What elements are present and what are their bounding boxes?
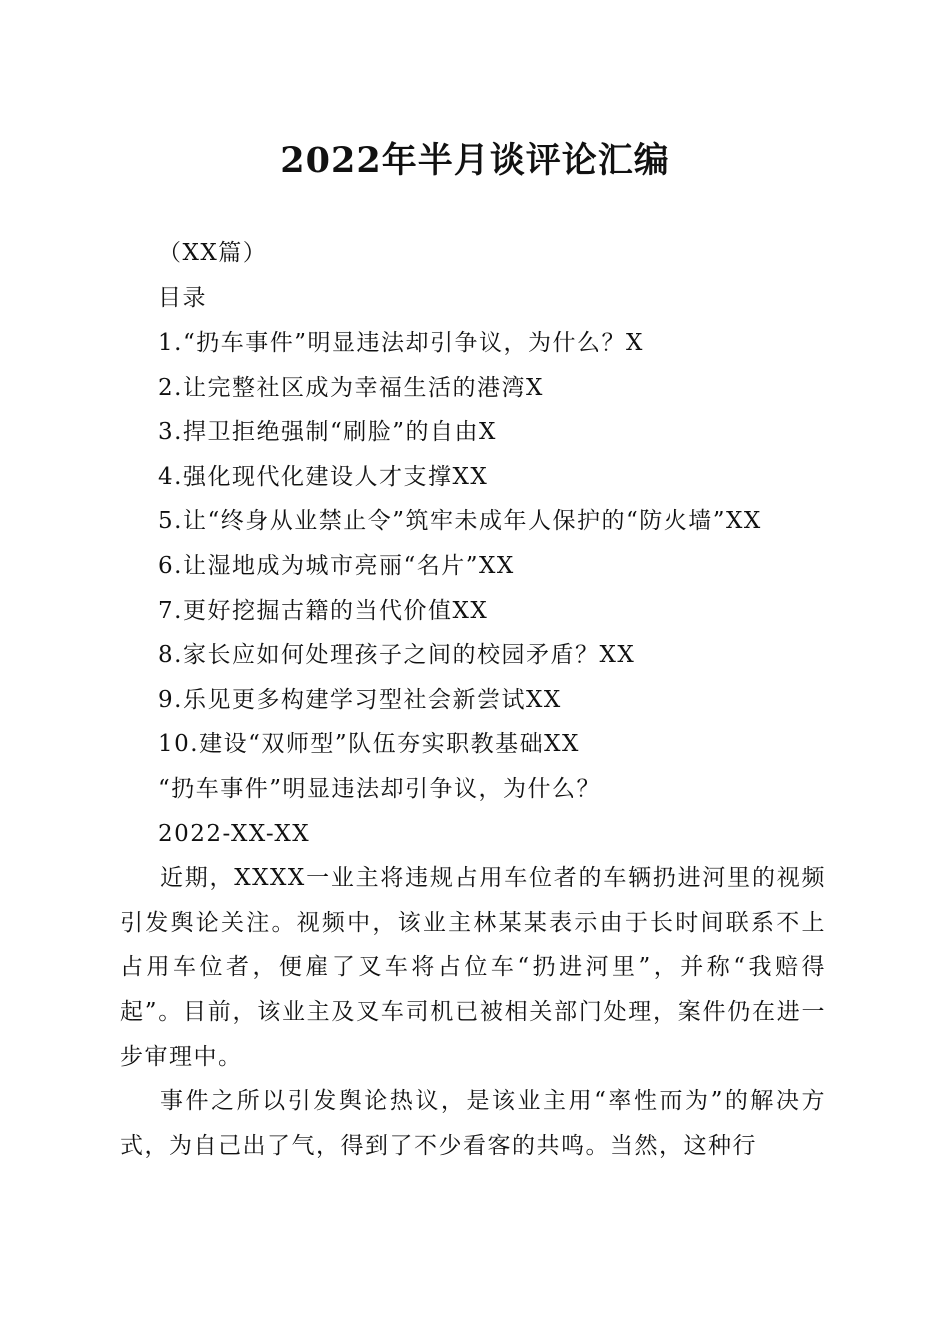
toc-item[interactable]: 1.“扔车事件”明显违法却引争议，为什么？X — [158, 330, 644, 356]
article-paragraph: 近期，XXXX一业主将违规占用车位者的车辆扔进河里的视频引发舆论关注。视频中，该业主林某某表示由于长时间联系不上占用车位者，便雇了叉车将占位车“扔进河里”，并称“我赔得起”。目前，该业主及叉车司机已被相关部门处理，案件仍在进一步审理中。 — [120, 865, 826, 1070]
toc-item[interactable]: 4.强化现代化建设人才支撑XX — [158, 464, 489, 490]
toc-item[interactable]: 6.让湿地成为城市亮丽“名片”XX — [158, 553, 515, 579]
toc-item[interactable]: 5.让“终身从业禁止令”筑牢未成年人保护的“防火墙”XX — [158, 508, 762, 534]
toc-item[interactable]: 9.乐见更多构建学习型社会新尝试XX — [158, 687, 562, 713]
toc-heading: 目录 — [158, 285, 207, 311]
article-title: “扔车事件”明显违法却引争议，为什么？ — [158, 776, 602, 802]
toc-item[interactable]: 2.让完整社区成为幸福生活的港湾X — [158, 375, 544, 401]
toc-item[interactable]: 3.捍卫拒绝强制“刷脸”的自由X — [158, 419, 497, 445]
article-date: 2022-XX-XX — [158, 821, 311, 847]
article-paragraph: 事件之所以引发舆论热议，是该业主用“率性而为”的解决方式，为自己出了气，得到了不少看客的共鸣。当然，这种行 — [120, 1088, 826, 1159]
toc-item[interactable]: 7.更好挖掘古籍的当代价值XX — [158, 598, 489, 624]
toc-item[interactable]: 10.建设“双师型”队伍夯实职教基础XX — [158, 731, 580, 757]
toc-item[interactable]: 8.家长应如何处理孩子之间的校园矛盾？XX — [158, 642, 636, 668]
article-count-note: （XX篇） — [158, 240, 268, 266]
document-title: 2022年半月谈评论汇编 — [280, 140, 670, 181]
